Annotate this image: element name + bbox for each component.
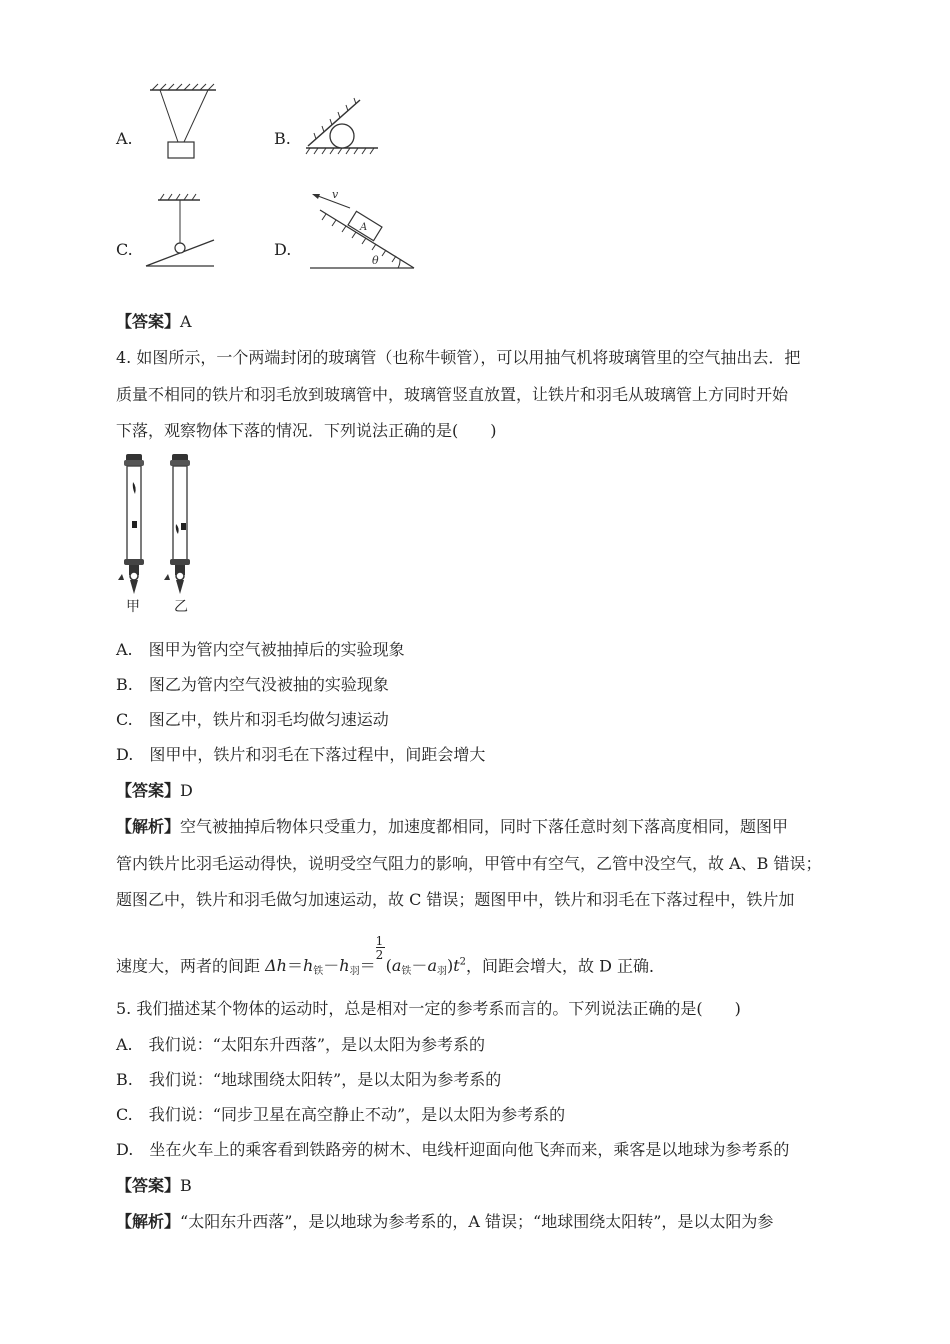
option-b-label: B. [274,129,291,148]
formula-a: a [427,956,437,976]
fraction-denominator: 2 [375,948,384,962]
formula-fraction [375,934,386,973]
q4-stem-line-1: 4. 如图所示，一个两端封闭的玻璃管（也称牛顿管），可以用抽气机将玻璃管里的空气抽出去．把 [116,348,801,367]
option-d-label: D. [274,240,292,259]
answer-tag: 【答案】 [116,312,181,331]
tube-label-jia: 甲 [126,599,140,615]
q4-answer [116,781,193,801]
formula-t: t [453,956,460,976]
q4-option-d: D. 图甲中，铁片和羽毛在下落过程中，间距会增大 [116,745,486,764]
q5-option-c: C. 我们说：“同步卫星在高空静止不动”，是以太阳为参考系的 [116,1105,566,1124]
analysis-tag: 【解析】 [116,817,181,836]
formula-h: h [339,956,350,976]
formula-minus: － [411,956,428,976]
q5-answer [116,1176,192,1196]
fraction-numerator: 1 [375,934,384,948]
q4-stem-line-2: 质量不相同的铁片和羽毛放到玻璃管中，玻璃管竖直放置，让铁片和羽毛从玻璃管上方同时开始 [116,385,789,404]
formula-h: h [302,956,314,976]
newton-tubes-diagram [112,452,202,612]
analysis-tag: 【解析】 [116,1212,181,1231]
velocity-label: v [332,188,339,201]
formula-sub-feather: 羽 [349,966,360,978]
answer-value: D [180,781,193,800]
formula-paren: ) [446,956,454,976]
tube-yi [164,454,190,594]
diagram-block-incline-velocity [306,188,418,272]
q4-analysis-line-1 [116,817,788,837]
formula-sub-iron: 铁 [401,966,412,978]
formula-delta-h: Δh [265,956,287,976]
q5-option-d: D. 坐在火车上的乘客看到铁路旁的树木、电线杆迎面向他飞奔而来，乘客是以地球为参考系的 [116,1140,790,1159]
formula-paren: ( [385,956,392,976]
diagram-ball-incline-string [144,194,220,272]
q4-option-c: C. 图乙中，铁片和羽毛均做匀速运动 [116,710,389,729]
q4-option-a: A. 图甲为管内空气被抽掉后的实验现象 [116,640,405,659]
q3-answer [116,312,192,332]
q4-analysis-line-2: 管内铁片比羽毛运动得快，说明受空气阻力的影响，甲管中有空气，乙管中没空气，故 A、B 错误； [116,854,822,873]
formula [265,934,467,978]
answer-value: A [180,312,192,331]
option-c-label: C. [116,240,133,259]
option-a-label: A. [116,129,133,148]
q5-stem: 5. 我们描述某个物体的运动时，总是相对一定的参考系而言的。下列说法正确的是( ) [116,999,741,1018]
analysis-text: ，间距会增大，故 D 正确． [466,956,666,976]
diagram-ball-wedge [300,96,382,158]
analysis-text: 速度大，两者的间距 [116,956,266,976]
q4-option-b: B. 图乙为管内空气没被抽的实验现象 [116,675,389,694]
formula-exponent: 2 [459,957,467,968]
formula-minus: － [323,956,340,976]
q5-option-b: B. 我们说：“地球围绕太阳转”，是以太阳为参考系的 [116,1070,502,1089]
answer-tag: 【答案】 [116,1176,181,1195]
q5-option-a: A. 我们说：“太阳东升西落”，是以太阳为参考系的 [116,1035,486,1054]
analysis-text: 空气被抽掉后物体只受重力，加速度都相同，同时下落任意时刻下落高度相同，题图甲 [180,817,789,836]
diagram-hanging-block [140,84,230,164]
answer-value: B [180,1176,192,1195]
analysis-text: “太阳东升西落”，是以地球为参考系的，A 错误；“地球围绕太阳转”，是以太阳为参 [180,1212,774,1231]
q5-analysis-line-1 [116,1212,773,1232]
block-label: A [360,222,368,233]
formula-sub-iron: 铁 [313,966,324,978]
q4-analysis-line-3: 题图乙中，铁片和羽毛做匀加速运动，故 C 错误；题图甲中，铁片和羽毛在下落过程中，铁片加 [116,890,795,909]
formula-eq: ＝ [359,956,376,976]
answer-tag: 【答案】 [116,781,181,800]
formula-sub-feather: 羽 [436,966,447,978]
angle-label: θ [372,254,379,267]
formula-eq: ＝ [286,956,303,976]
tube-label-yi: 乙 [174,599,188,615]
q4-stem-line-3: 下落，观察物体下落的情况．下列说法正确的是( ) [116,421,497,440]
q4-analysis-line-4 [116,934,666,982]
formula-a: a [391,956,402,976]
tube-jia [118,454,144,594]
